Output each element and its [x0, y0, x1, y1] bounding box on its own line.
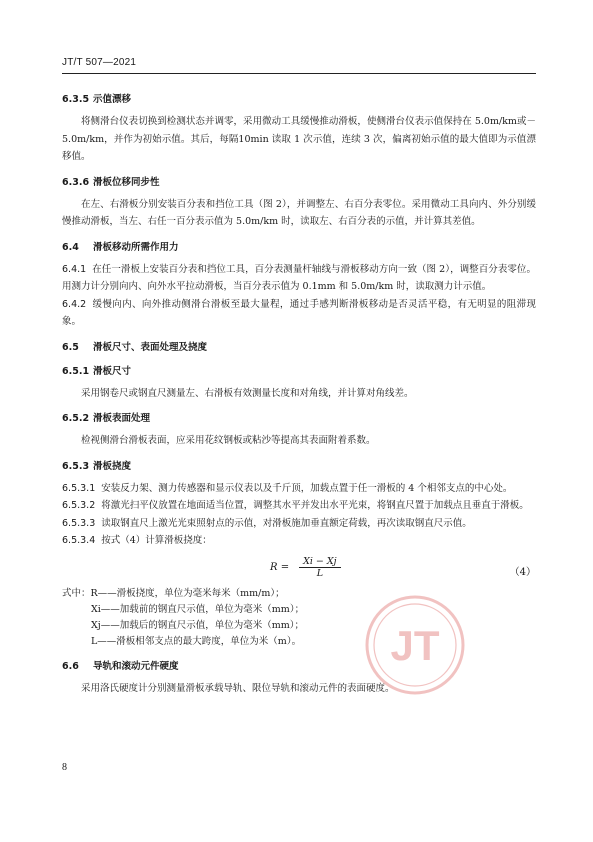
doc-code-header: JT/T 507—2021 — [62, 57, 137, 68]
section-heading-6-4: 6.4 滑板移动所需作用力 — [62, 241, 179, 253]
section-body-6-3-5: 将侧滑台仪表切换到检测状态并调零，采用微动工具缓慢推动滑板，使侧滑台仪表示值保持在 5.0m/km或－5.0m/km，并作为初始示值。其后，每隔10min 读取 1 次示值，连续 3 次，偏离初始示值的最大值即为示值漂移值。 — [62, 116, 536, 162]
formula-lhs: R = — [270, 561, 290, 573]
section-body-6-5-1: 采用钢卷尺或钢直尺测量左、右滑板有效测量长度和对角线，并计算对角线差。 — [81, 387, 414, 399]
section-heading-6-3-5: 6.3.5 示值漂移 — [62, 94, 132, 105]
clause-6-4-2: 6.4.2 缓慢向内、向外推动侧滑台滑板至最大量程，通过手感判断滑板移动是否灵活平稳，有无明显的阻滞现象。 — [62, 298, 536, 327]
page-number: 8 — [62, 762, 67, 773]
svg-text:JT: JT — [390, 622, 440, 669]
section-heading-6-5-3: 6.5.3 滑板挠度 — [62, 460, 132, 472]
section-body-6-6: 采用洛氏硬度计分别测量滑板承载导轨、限位导轨和滚动元件的表面硬度。 — [81, 682, 395, 694]
section-heading-6-6: 6.6 导轨和滚动元件硬度 — [62, 660, 179, 672]
clause-6-5-3-1: 6.5.3.1 安装反力架、测力传感器和显示仪表以及千斤顶，加载点置于任一滑板的 4 个相邻支点的中心处。 — [62, 482, 513, 494]
formula-fraction — [299, 556, 341, 579]
section-heading-6-3-6: 6.3.6 滑板位移同步性 — [62, 176, 160, 188]
formula-numerator: Xi − Xj — [299, 556, 341, 568]
clause-6-4-1: 6.4.1 在任一滑板上安装百分表和挡位工具，百分表测量杆轴线与滑板移动方向一致（图 2），调整百分表零位。用测力计分别向内、向外水平拉动滑板，当百分表示值为 0.1mm 和 5.0m/km 时，读取测力计示值。 — [62, 263, 536, 292]
header-rule — [62, 73, 536, 74]
clause-6-5-3-3: 6.5.3.3 读取钢直尺上激光光束照射点的示值，对滑板施加垂直额定荷载，再次读取钢直尺示值。 — [62, 517, 472, 529]
deflection-formula — [62, 552, 536, 586]
formula-number: （4） — [509, 566, 536, 578]
clause-6-5-3-4: 6.5.3.4 按式（4）计算滑板挠度： — [62, 535, 212, 546]
definition-xi: Xi——加载前的钢直尺示值，单位为毫米（mm）； — [91, 603, 305, 615]
definition-xj: Xj——加载后的钢直尺示值，单位为毫米（mm）； — [91, 619, 304, 631]
section-heading-6-5-2: 6.5.2 滑板表面处理 — [62, 413, 151, 424]
section-heading-6-5: 6.5 滑板尺寸、表面处理及挠度 — [62, 341, 208, 353]
section-body-6-3-6: 在左、右滑板分别安装百分表和挡位工具（图 2），并调整左、右百分表零位。采用微动工具向内、外分别缓慢推动滑板，当左、右任一百分表示值为 5.0m/km 时，读取左、右百分表的示值，并计算其差值。 — [62, 198, 536, 227]
section-heading-6-5-1: 6.5.1 滑板尺寸 — [62, 365, 132, 377]
definition-r: 式中：R——滑板挠度，单位为毫米每米（mm/m）； — [62, 587, 285, 599]
formula-denominator: L — [316, 567, 323, 579]
section-body-6-5-2: 检视侧滑台滑板表面，应采用花纹钢板或粘沙等提高其表面附着系数。 — [81, 435, 376, 446]
jt-watermark-stamp — [360, 590, 470, 700]
definition-l: L——滑板相邻支点的最大跨度，单位为米（m）。 — [91, 635, 302, 647]
clause-6-5-3-2: 6.5.3.2 将激光扫平仪放置在地面适当位置，调整其水平并发出水平光束，将钢直尺置于加载点且垂直于滑板。 — [62, 500, 529, 511]
